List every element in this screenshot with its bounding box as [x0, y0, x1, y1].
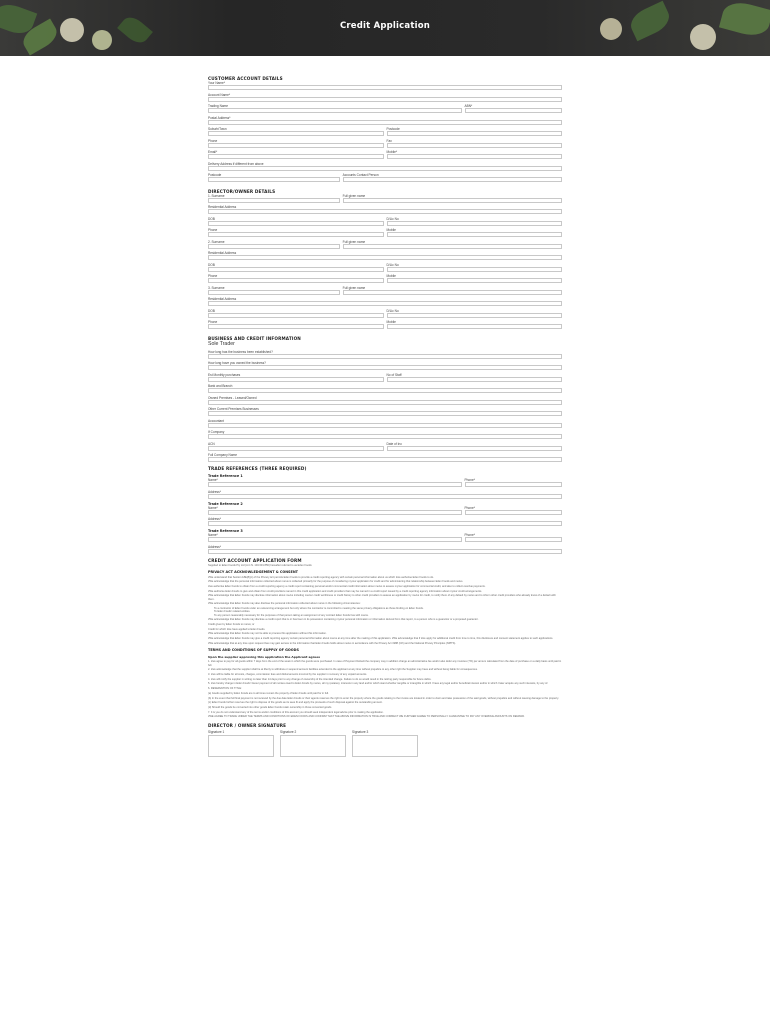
terms-subheading: Upon the supplier approving this application the Applicant agrees	[208, 655, 321, 660]
trade-name-input[interactable]	[208, 510, 462, 515]
field-label: Fax	[386, 138, 392, 143]
other-premises-input[interactable]	[208, 411, 562, 416]
directors-list	[208, 194, 562, 332]
field-label: Bank and Branch	[208, 384, 233, 388]
terms-paragraphs	[208, 660, 562, 718]
surname-input[interactable]	[208, 198, 340, 203]
field-label: Mobile	[386, 320, 396, 324]
field-label: Other Current Premises Businesses	[208, 407, 259, 411]
paragraph: I/WE AGREE TO TRADE UNDER THE TERMS AND CONDITIONS OF EDEN FOODS AND CONFIRM THAT THE ABOVE INFORMATION IS TRUE AND CORRECT WE FURTHER AGREE TO PERSONALLY GUARANTEE TO PAY ANY OVERDUE AMOUNTS ON DEMAND.	[208, 715, 525, 719]
acn-input[interactable]	[208, 446, 384, 451]
trade-phone-input[interactable]	[465, 482, 563, 487]
premises-input[interactable]	[208, 400, 562, 405]
field-label: Name*	[208, 505, 218, 510]
suburb-input[interactable]	[208, 131, 384, 136]
field-label: Date of Inc	[386, 441, 402, 446]
field-label: 1. Surname	[208, 193, 225, 198]
trade-reference-title: Trade Reference 3	[208, 529, 243, 533]
paragraph: 5. I/we hereby charge in Eden Foods' favour payment of all monies owed to Eden Foods by me/us, all my (estates), interests in any land and/or which stand whether tangible or intangible in which I have any legal and/or beneficial interest and/or in which I later acquire any such interests, by any of.	[208, 682, 549, 686]
field-label: Mobile	[386, 228, 396, 232]
date-inc-input[interactable]	[387, 446, 563, 451]
staff-input[interactable]	[387, 377, 563, 382]
field-label: Phone*	[464, 533, 475, 537]
field-label: Signature 1	[208, 729, 225, 734]
section-heading: CUSTOMER ACCOUNT DETAILS	[208, 76, 283, 81]
field-label: Residential Address	[208, 297, 237, 301]
trade-name-input[interactable]	[208, 482, 462, 487]
field-label: Phone*	[464, 505, 475, 510]
section-heading: DIRECTOR/OWNER DETAILS	[208, 188, 276, 194]
privacy-paragraphs	[208, 576, 562, 606]
phone-input[interactable]	[208, 278, 384, 283]
postal-address-input[interactable]	[208, 120, 562, 125]
email-input[interactable]	[208, 154, 384, 159]
phone-input[interactable]	[208, 232, 384, 237]
surname-input[interactable]	[208, 290, 340, 295]
bank-input[interactable]	[208, 388, 562, 393]
paragraph: 3. I/we will be liable for all costs, charges, commission fees and disbursements incurred by the supplier in recovery of any unpaid amounts.	[208, 673, 368, 677]
privacy-paragraphs	[208, 618, 562, 645]
paragraph: I/We acknowledge that Eden Foods may not be able to process this application without this information.	[208, 632, 327, 636]
field-label: Mobile	[386, 274, 396, 278]
list-item: To a contractor of Eden Foods under an outsourcing arrangement but only where the contractor is committed to meeting the same privacy obligations as those binding on Eden Foods.	[214, 607, 424, 610]
residential-address-input[interactable]	[208, 255, 562, 260]
field-label: Address*	[208, 517, 221, 521]
paragraph: I/We acknowledge that Eden Foods may disclose information about me/us including me/our credit worthiness or credit history to other credit providers to assess an application by me/us for credit, to notify them of any default by me/us and to inform other credit providers who already know of a default with them.	[208, 594, 556, 601]
field-label: Owned Premises - Leased/Owned	[208, 395, 257, 400]
your-name-input[interactable]	[208, 85, 562, 90]
field-label: Email*	[208, 150, 218, 154]
paragraph: I/We acknowledge that the personal information collected about me/us is collected primarily for the purpose of considering my/our application for credit and for administering that relationship between Eden Foods and me/us.	[208, 580, 464, 584]
paragraph: (a) Goods supplied by Eden Foods are to all times remain the property of Eden Foods until paid for in full.	[208, 691, 329, 695]
field-label: Signature 2	[280, 729, 297, 734]
business-type-value: Sole Trader	[208, 340, 235, 347]
trade-address-input[interactable]	[208, 549, 562, 554]
delivery-postcode-input[interactable]	[208, 177, 340, 182]
trading-name-input[interactable]	[208, 108, 462, 113]
paragraph: I/we authorise Eden Foods to obtain from a credit reporting agency a credit report containing personal and/or commercial credit information about me/us to assess my/our application for commercial credit, and also to collect overdue payments.	[208, 584, 486, 588]
field-label: Full Company Name	[208, 453, 238, 457]
field-label: Residential Address	[208, 205, 237, 209]
paragraph: I/We understand that Section 18E(8)(c) of the Privacy Act permits Eden Foods to provide a credit reporting agency with certain personal information about us which I/we authorise Eden Foods to do.	[208, 575, 434, 579]
field-label: Phone	[208, 228, 218, 232]
paragraph: (b) In the event that full final payment is not received by the due date Eden Foods or their agents reserves the right to enter the property where the goods relating to the invoice are located in order to claim and take possession of the said goods, without prejudice and without causing damage to the property.	[208, 696, 559, 700]
field-label: ACN	[208, 441, 215, 446]
privacy-list	[208, 607, 562, 617]
field-label: How long have you owned the business?	[208, 361, 266, 365]
field-label: Full given name	[342, 285, 366, 290]
licence-input[interactable]	[387, 313, 563, 318]
account-name-input[interactable]	[208, 97, 562, 102]
field-label: Residential Address	[208, 251, 237, 255]
field-label: Postcode	[386, 127, 400, 131]
paragraph: I/We authorise Eden Foods to give and obtain from credit providers named in this credit application and credit providers that may be named in a credit report issued by a credit reporting agency information about my/our credit arrangements.	[208, 589, 483, 593]
trade-name-input[interactable]	[208, 537, 462, 542]
company-input[interactable]	[208, 434, 562, 439]
field-label: Address*	[208, 489, 221, 494]
paragraph: 1. I/we agree to pay for all goods within 7 days from the end of the week in which the goods were purchased. In case of Payment Default the company may in addition charge an administrative fee and/or also defer any invoices (7%) per annum calculated from the date of purchase on a daily basis until paid in full.	[208, 660, 562, 667]
licence-input[interactable]	[387, 267, 563, 272]
field-label: Account Name*	[208, 92, 231, 97]
full-company-input[interactable]	[208, 457, 562, 462]
signature-boxes	[208, 730, 562, 757]
header-banner	[0, 0, 770, 56]
trade-references-list	[208, 474, 562, 554]
field-label: Address*	[208, 544, 221, 549]
field-label: Phone	[208, 320, 218, 324]
given-name-input[interactable]	[343, 290, 562, 295]
postcode-input[interactable]	[387, 131, 563, 136]
field-label: Phone	[208, 274, 218, 278]
list-item: To Eden Foods' related entities.	[214, 610, 251, 614]
signature-box[interactable]	[352, 735, 418, 757]
field-label: Est Monthly purchases	[208, 372, 241, 377]
paragraph: I/We acknowledge that Eden Foods may also disclose the personal information collected about me/us in the following circumstances:	[208, 602, 361, 606]
field-label: D/Lic No	[386, 216, 399, 221]
field-label: D/Lic No	[386, 262, 399, 267]
field-label: DOB	[208, 308, 215, 313]
dob-input[interactable]	[208, 267, 384, 272]
given-name-input[interactable]	[343, 244, 562, 249]
signature-field	[352, 730, 418, 757]
credit-application-form	[208, 72, 562, 757]
accountant-input[interactable]	[208, 423, 562, 428]
field-label: Accountant	[208, 418, 224, 423]
page-title: Credit Application	[339, 21, 431, 31]
field-label: Phone	[208, 138, 218, 143]
paragraph: 6. RESERVATION OF TITLE:	[208, 687, 242, 691]
trade-phone-input[interactable]	[465, 510, 563, 515]
field-label: Delivery Address if different from above	[208, 161, 264, 166]
dob-input[interactable]	[208, 313, 384, 318]
field-label: How long has the business been established?	[208, 349, 273, 354]
signature-box[interactable]	[280, 735, 346, 757]
field-label: Postcode	[208, 173, 222, 177]
paragraph: I/We acknowledge that at any time upon request I/we may gain access to the information that Eden Foods holds about me/us in accordance with the Privacy Act 1988 (Cth) and the National Privacy Principles (NPP'S).	[208, 641, 456, 645]
paragraph: (c) Eden Foods further reserves the right to dispose of the goods as its sees fit and apply the proceeds of such disposal against the outstanding amount.	[208, 701, 383, 705]
field-label: 2. Surname	[208, 239, 225, 244]
field-label: Full given name	[342, 193, 366, 198]
field-label: DOB	[208, 216, 215, 221]
field-label: Postal Address*	[208, 115, 231, 120]
phone-input[interactable]	[208, 143, 384, 148]
field-label: Phone*	[464, 478, 475, 482]
field-label: Your Name*	[208, 81, 226, 85]
privacy-heading: PRIVACY ACT ACKNOWLEDGEMENT & CONSENT	[208, 570, 298, 575]
phone-input[interactable]	[208, 324, 384, 329]
list-item: To any person reasonably necessary for the purposes of that person taking an assignment of any contract Eden Foods has with me/us.	[214, 613, 369, 617]
surname-input[interactable]	[208, 244, 340, 249]
trade-reference-title: Trade Reference 1	[208, 474, 243, 478]
paragraph: Credit given by Eden Foods to me/us; or	[208, 622, 255, 626]
field-label: Trading Name	[208, 104, 229, 108]
terms-heading: TERMS AND CONDITIONS OF SUPPLY OF GOODS	[208, 648, 299, 653]
mobile-input[interactable]	[387, 278, 563, 283]
signature-field	[208, 730, 274, 757]
section-heading: DIRECTOR / OWNER SIGNATURE	[208, 722, 287, 728]
mobile-input[interactable]	[387, 324, 563, 329]
trade-address-input[interactable]	[208, 494, 562, 499]
field-label: DOB	[208, 262, 215, 267]
paragraph: I/We acknowledge that Eden Foods may disclose a credit report that is or has been in its possession containing my/our personal information or information derived from that report, to a person who is a guarantor or a proposed guarantor.	[208, 618, 479, 622]
delivery-address-input[interactable]	[208, 166, 562, 171]
dob-input[interactable]	[208, 221, 384, 226]
signature-box[interactable]	[208, 735, 274, 757]
paragraph: 7. It is you do not understand any of the terms and/or conditions of this account you should seek independent legal advice prior to making the application.	[208, 710, 384, 714]
trade-reference-title: Trade Reference 2	[208, 501, 243, 506]
residential-address-input[interactable]	[208, 209, 562, 214]
field-label: Name*	[208, 533, 218, 537]
monthly-purchases-input[interactable]	[208, 377, 384, 382]
business-established-input[interactable]	[208, 354, 562, 359]
signature-field	[280, 730, 346, 757]
accounts-contact-input[interactable]	[343, 177, 562, 182]
fax-input[interactable]	[387, 143, 563, 148]
paragraph: 4. I/we will notify the supplier in writing no later than 14 days prior to any change of ownership of the intended change. Failure to do so would result in the retiring party responsible for future debts.	[208, 677, 432, 681]
field-label: If Company	[208, 430, 225, 434]
paragraph: I/We acknowledge that Eden Foods may give a credit reporting agency certain personal information about me/us at any time after the making of this application. I/We acknowledge that if I/we apply for additional credit from time to time, this disclosure and consent statement applies to such applications.	[208, 637, 554, 641]
business-owned-input[interactable]	[208, 365, 562, 370]
field-label: D/Lic No	[386, 308, 399, 313]
field-label: Suburb/Town	[208, 127, 227, 131]
field-label: Mobile*	[386, 150, 398, 154]
field-label: Signature 3	[352, 729, 369, 734]
field-label: Full given name	[342, 239, 366, 244]
mobile-input[interactable]	[387, 154, 563, 159]
supplied-text: Supplied to Eden Foods Pty Ltd (A.C.N. 104 001 856) hereafter referred to as Eden Foods	[208, 563, 312, 567]
field-label: Accounts Contact Person	[342, 173, 379, 177]
paragraph: 2. I/we acknowledge that the supplier shall be at liberty to withdraw or suspend account facilities extended to the applicant at any time without prejudice to any other right the Supplier may have and without being liable for consequences.	[208, 668, 478, 672]
trade-phone-input[interactable]	[465, 537, 563, 542]
field-label: No of Staff	[386, 372, 402, 377]
residential-address-input[interactable]	[208, 301, 562, 306]
licence-input[interactable]	[387, 221, 563, 226]
abn-input[interactable]	[465, 108, 563, 113]
field-label: Name*	[208, 478, 218, 482]
section-heading: TRADE REFERENCES (THREE REQUIRED)	[208, 466, 307, 471]
section-heading: BUSINESS AND CREDIT INFORMATION	[208, 335, 301, 341]
field-label: 3. Surname	[208, 285, 225, 290]
field-label: ABN*	[464, 104, 473, 108]
trade-address-input[interactable]	[208, 521, 562, 526]
mobile-input[interactable]	[387, 232, 563, 237]
fruit-decoration	[92, 30, 112, 50]
section-heading: CREDIT ACCOUNT APPLICATION FORM	[208, 557, 302, 563]
paragraph: (d) Should the goods be converted into other goods Eden Foods retain ownership in those converted goods.	[208, 705, 333, 709]
given-name-input[interactable]	[343, 198, 562, 203]
paragraph: Credit for which I/we have applied to Eden Foods.	[208, 627, 266, 631]
